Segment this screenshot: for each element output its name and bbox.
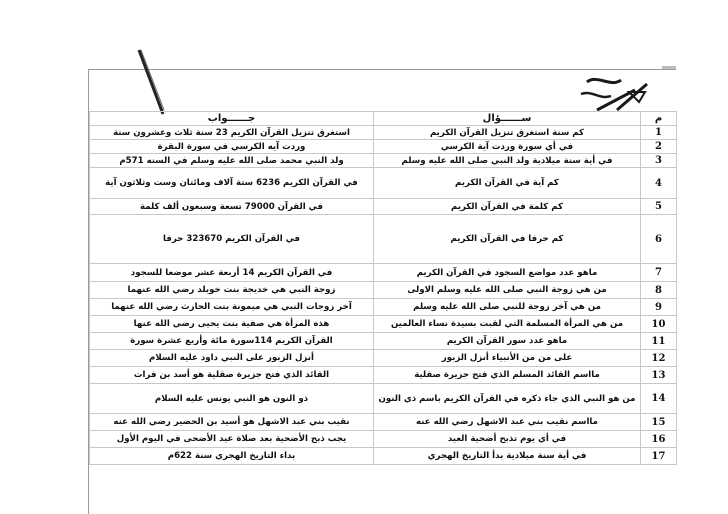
row-number: 13 [641, 367, 677, 384]
answer-cell: ذو النون هو النبي يونس عليه السلام [90, 384, 374, 414]
table-row [90, 414, 677, 431]
question-cell: من هي زوجة النبي صلى الله عليه وسلم الاولى [374, 282, 641, 299]
question-cell: في أي سورة وردت آية الكرسي [374, 140, 641, 154]
row-number: 10 [641, 316, 677, 333]
question-cell: من هو النبي الذي جاء ذكره في القرآن الكريم باسم ذي النون [374, 384, 641, 414]
header-answer: جــــــواب [90, 112, 374, 126]
question-cell: ماهو عدد سور القرآن الكريم [374, 333, 641, 350]
table-row [90, 140, 677, 154]
question-cell: من هي آخر زوجة للنبي صلى الله عليه وسلم [374, 299, 641, 316]
question-cell: كم كلمة في القرآن الكريم [374, 199, 641, 215]
answer-cell: في القرآن الكريم 14 أربعة عشر موضعا للسجود [90, 264, 374, 282]
answer-cell: القائد الذي فتح جزيرة صقلية هو أسد بن فرات [90, 367, 374, 384]
table-row [90, 333, 677, 350]
question-cell: من هي المرأة المسلمة التي لقبت بسيدة نساء العالمين [374, 316, 641, 333]
answer-cell: هذه المرأة هي صفية بنت يحيى رضي الله عنها [90, 316, 374, 333]
answer-cell: بداء التاريخ الهجري سنة 622م [90, 448, 374, 465]
table-header-row [90, 112, 677, 126]
question-cell: كم سنة استغرق تنزيل القرآن الكريم [374, 126, 641, 140]
table-row [90, 384, 677, 414]
table-row [90, 154, 677, 168]
qa-table [89, 111, 677, 465]
header-bar [662, 66, 676, 69]
row-number: 1 [641, 126, 677, 140]
row-number: 3 [641, 154, 677, 168]
header-question: ســــــؤال [374, 112, 641, 126]
table-row [90, 168, 677, 199]
answer-cell: زوجة النبي هي خديجة بنت خويلد رضي الله عنهما [90, 282, 374, 299]
table-row [90, 367, 677, 384]
table-row [90, 448, 677, 465]
question-cell: كم حرفا في القرآن الكريم [374, 215, 641, 264]
question-cell: مااسم نقيب بني عبد الاشهل رضي الله عنه [374, 414, 641, 431]
row-number: 17 [641, 448, 677, 465]
table-row [90, 431, 677, 448]
row-number: 4 [641, 168, 677, 199]
question-cell: ماهو عدد مواضع السجود في القرآن الكريم [374, 264, 641, 282]
answer-cell: استغرق تنزيل القرآن الكريم 23 سنة ثلاث وعشرون سنة [90, 126, 374, 140]
row-number: 7 [641, 264, 677, 282]
table-row [90, 199, 677, 215]
table-row [90, 215, 677, 264]
table-row [90, 350, 677, 367]
question-cell: كم آية في القرآن الكريم [374, 168, 641, 199]
row-number: 12 [641, 350, 677, 367]
row-number: 5 [641, 199, 677, 215]
row-number: 6 [641, 215, 677, 264]
question-cell: في أي يوم تذبح أضحية العيد [374, 431, 641, 448]
answer-cell: يجب ذبح الأضحية بعد صلاة عيد الأضحى في اليوم الأول [90, 431, 374, 448]
calligraphy-logo-icon [577, 70, 657, 115]
question-cell: في أية سنة ميلادية بدأ التاريخ الهجري [374, 448, 641, 465]
row-number: 14 [641, 384, 677, 414]
row-number: 15 [641, 414, 677, 431]
answer-cell: وردت آيه الكرسي في سورة البقرة [90, 140, 374, 154]
answer-cell: في القرآن الكريم 6236 ستة آلاف ومائتان وست وثلاثون آية [90, 168, 374, 199]
table-row [90, 316, 677, 333]
table-row [90, 264, 677, 282]
answer-cell: ولد النبي محمد صلى الله عليه وسلم في السنه 571م [90, 154, 374, 168]
row-number: 16 [641, 431, 677, 448]
answer-cell: في القرآن الكريم 323670 حرفا [90, 215, 374, 264]
question-cell: على من من الأنبياء أنزل الزبور [374, 350, 641, 367]
table-row [90, 282, 677, 299]
answer-cell: في القرآن 79000 تسعة وسبعون ألف كلمة [90, 199, 374, 215]
answer-cell: نقيب بني عبد الاشهل هو أسيد بن الحضير رضي الله عنه [90, 414, 374, 431]
row-number: 11 [641, 333, 677, 350]
answer-cell: آخر زوجات النبي هي ميمونة بنت الحارث رضي الله عنهما [90, 299, 374, 316]
decorative-stroke-icon [133, 48, 173, 118]
row-number: 9 [641, 299, 677, 316]
header-num: م [641, 112, 677, 126]
question-cell: مااسم القائد المسلم الذي فتح جزيرة صقلية [374, 367, 641, 384]
table-row [90, 126, 677, 140]
row-number: 8 [641, 282, 677, 299]
table-row [90, 299, 677, 316]
answer-cell: أنزل الزبور على النبي داود عليه السلام [90, 350, 374, 367]
answer-cell: القرآن الكريم 114سورة مائة وأربع عشرة سورة [90, 333, 374, 350]
question-cell: في أية سنة ميلادية ولد النبي صلى الله عليه وسلم [374, 154, 641, 168]
row-number: 2 [641, 140, 677, 154]
